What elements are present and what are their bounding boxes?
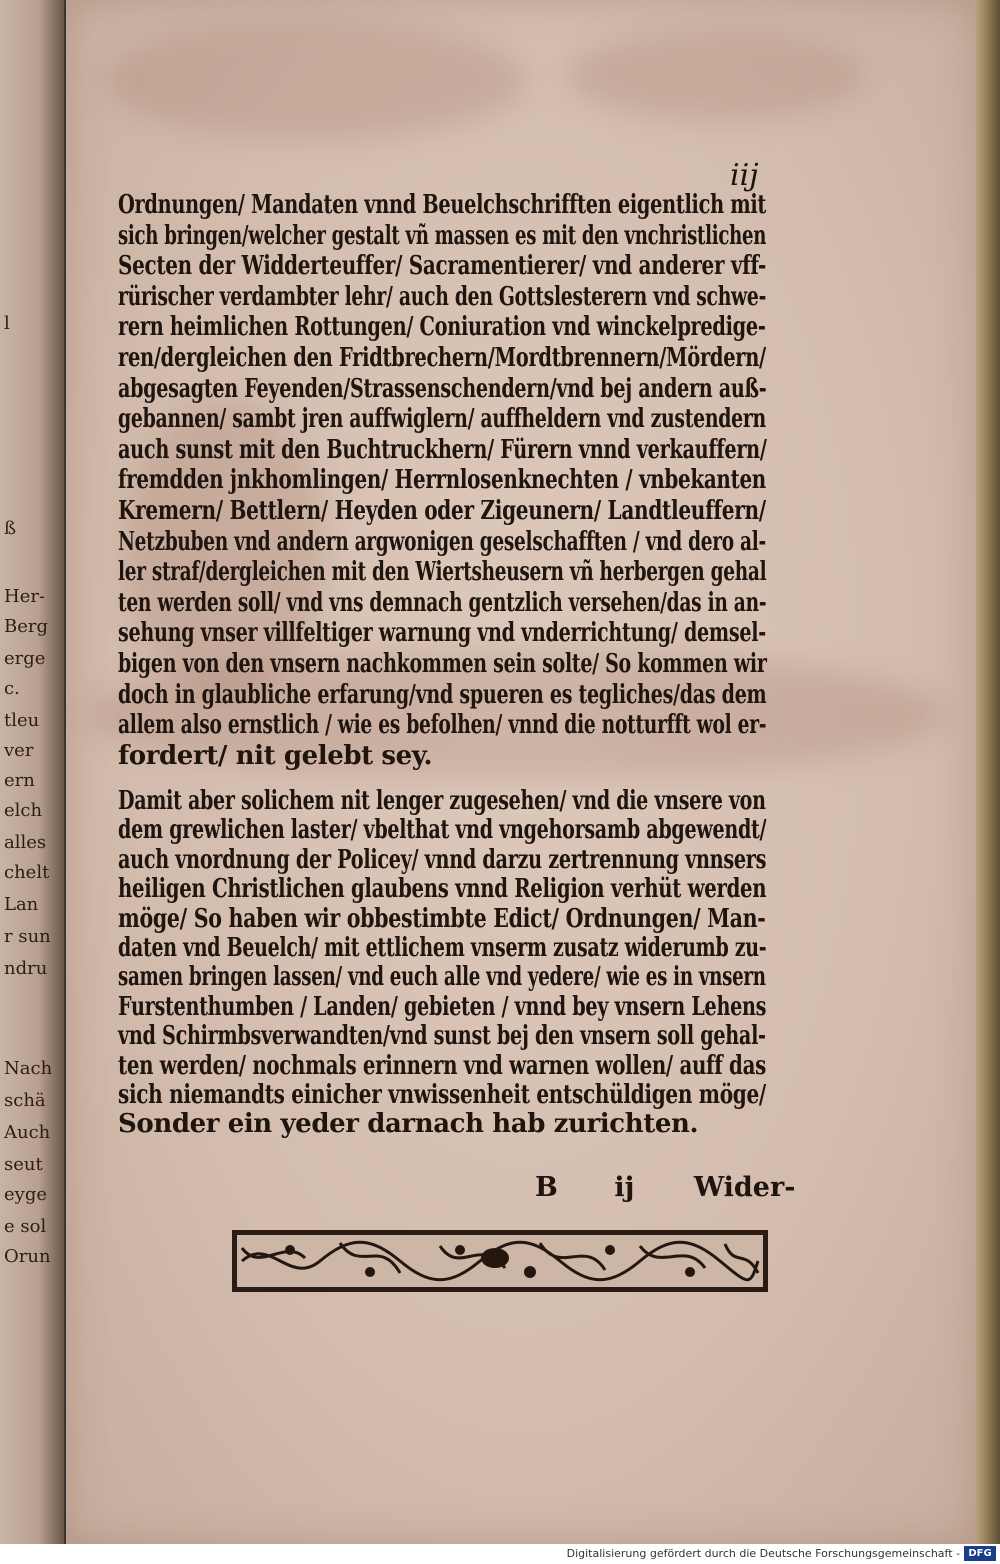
text-line: dem grewlichen laster/ vbelthat vnd vngehorsamb abgewendt/ <box>118 815 767 846</box>
left-page-fragment: alles <box>4 832 47 853</box>
water-stain <box>566 30 866 120</box>
signature-line <box>535 1172 796 1203</box>
text-line: Kremern/ Bettlern/ Heyden oder Zigeunern/ Landtleuffern/ <box>118 496 766 526</box>
ornamental-border <box>230 1228 770 1294</box>
left-page-fragment: elch <box>4 800 43 821</box>
left-page-fragment: Nach <box>4 1058 53 1079</box>
text-line: doch in glaubliche erfarung/vnd spueren es tegliches/das dem <box>118 679 767 710</box>
left-page-fragment: schä <box>4 1090 46 1111</box>
text-line: fordert/ nit gelebt sey. <box>118 740 433 771</box>
text-line: auch sunst mit den Buchtruckhern/ Fürern vnnd verkauffern/ <box>118 434 767 465</box>
left-page-fragment: c. <box>4 678 20 699</box>
text-line: Ordnungen/ Mandaten vnnd Beuelchschrifften eigentlich mit <box>118 190 767 220</box>
left-page-fragment: e sol <box>4 1216 47 1237</box>
left-page-fragment: ern <box>4 770 35 791</box>
text-line: fremdden jnkhomlingen/ Herrnlosenknechten / vnbekanten <box>118 465 766 496</box>
text-line: Netzbuben vnd andern argwonigen geselschafften / vnd dero al- <box>118 526 766 557</box>
left-page-fragment: ndru <box>4 958 48 979</box>
signature-number: ij <box>614 1172 635 1203</box>
text-line: abgesagten Feyenden/Strassenschendern/vnd bej andern auß- <box>118 373 767 404</box>
text-line: Furstenthumben / Landen/ gebieten / vnnd bey vnsern Lehens <box>118 991 767 1022</box>
text-line: sich bringen/welcher gestalt vñ massen es mit den vnchristlichen <box>118 220 767 251</box>
left-page-fragment: seut <box>4 1154 43 1175</box>
text-line: sehung vnser villfeltiger warnung vnd vnderrichtung/ demsel- <box>118 618 766 649</box>
text-line: samen bringen lassen/ vnd euch alle vnd yedere/ wie es in vnsern <box>118 962 766 993</box>
text-line: Secten der Widderteuffer/ Sacramentierer/ vnd anderer vff- <box>118 251 766 282</box>
text-line: heiligen Christlichen glaubens vnnd Religion verhüt werden <box>118 874 767 905</box>
text-line: ten werden/ nochmals erinnern vnd warnen wollen/ auff das <box>118 1050 766 1081</box>
left-page-fragment: Orun <box>4 1246 51 1267</box>
text-line: rürischer verdambter lehr/ auch den Gottslesterern vnd schwe- <box>118 281 767 312</box>
text-line: ten werden soll/ vnd vns demnach gentzlich versehen/das in an- <box>118 587 767 618</box>
text-line: möge/ So haben wir obbestimbte Edict/ Ordnungen/ Man- <box>118 903 766 934</box>
left-page-fragment: Berg <box>4 616 49 637</box>
text-line: ler straf/dergleichen mit den Wiertsheusern vñ herbergen gehal <box>118 557 767 588</box>
text-line: Sonder ein yeder darnach hab zurichten. <box>118 1109 699 1140</box>
folio-number: iij <box>730 158 759 193</box>
left-page-fragment: Lan <box>4 894 39 915</box>
left-page-fragment: ver <box>4 740 34 761</box>
page-fore-edge <box>976 0 1000 1544</box>
water-stain <box>106 20 526 140</box>
left-page-fragment: r sun <box>4 926 51 947</box>
text-line: Damit aber solichem nit lenger zugesehen/ vnd die vnsere von <box>118 786 766 816</box>
left-page-fragment: eyge <box>4 1184 47 1205</box>
left-page-fragment: erge <box>4 648 46 669</box>
left-page-fragment: tleu <box>4 710 40 731</box>
text-line: auch vnordnung der Policey/ vnnd darzu zertrennung vnnsers <box>118 844 767 875</box>
text-line: bigen von den vnsern nachkommen sein solte/ So kommen wir <box>118 649 767 679</box>
left-page-fragment: Auch <box>4 1122 51 1143</box>
text-line: daten vnd Beuelch/ mit ettlichem vnserm zusatz widerumb zu- <box>118 933 767 963</box>
dfg-logo: DFG <box>964 1546 996 1561</box>
left-page-fragment: ß <box>4 518 17 539</box>
text-line: allem also ernstlich / wie es befolhen/ vnnd die notturfft wol er- <box>118 710 767 741</box>
signature-letter: B <box>535 1172 558 1203</box>
left-page-fragment: Her- <box>4 586 46 607</box>
text-line: vnd Schirmbsverwandten/vnd sunst bej den vnsern soll gehal- <box>118 1021 766 1052</box>
text-line: sich niemandts einicher vnwissenheit entschüldigen möge/ <box>118 1080 766 1110</box>
text-line: rern heimlichen Rottungen/ Coniuration vnd winckelpredige- <box>118 312 766 343</box>
funding-notice: Digitalisierung gefördert durch die Deutsche Forschungsgemeinschaft - <box>566 1547 960 1560</box>
text-line: gebannen/ sambt jren auffwiglern/ auffheldern vnd zustendern <box>118 404 766 435</box>
text-line: ren/dergleichen den Fridtbrechern/Mordtbrennern/Mördern/ <box>118 343 766 373</box>
left-page-fragment: l <box>4 313 10 334</box>
left-page-fragment: chelt <box>4 862 50 883</box>
catchword: Wider- <box>693 1172 796 1203</box>
footer-bar <box>0 1544 1000 1564</box>
